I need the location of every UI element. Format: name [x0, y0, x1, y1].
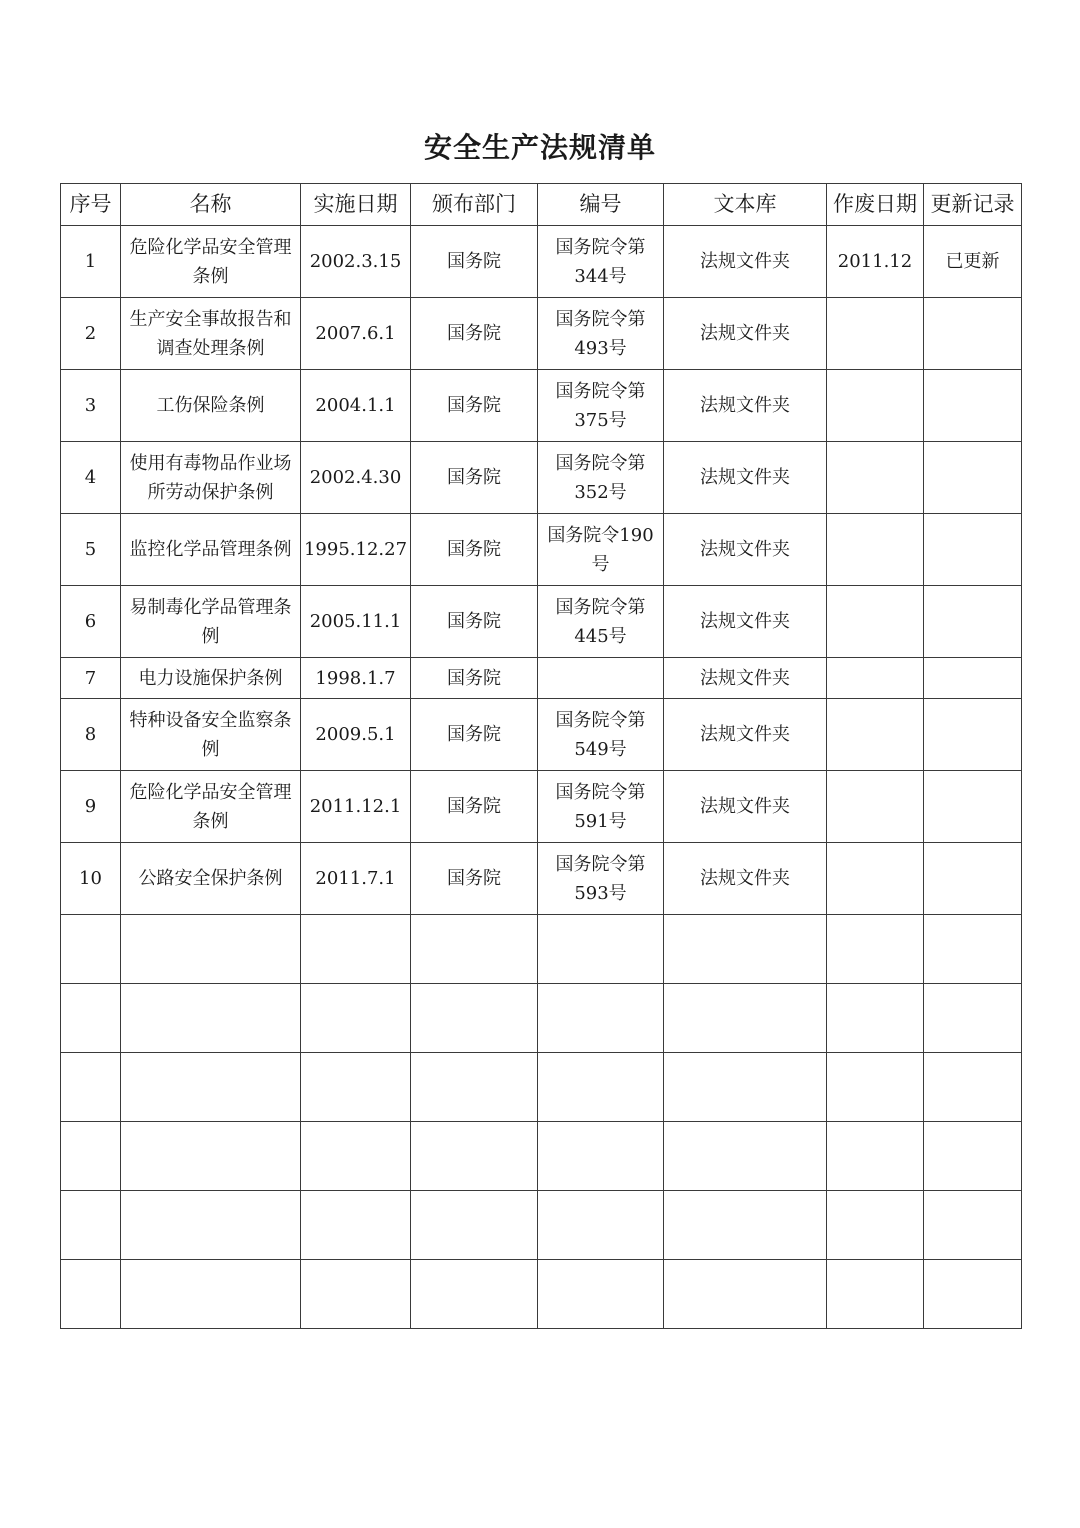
regulations-table	[60, 183, 1022, 1329]
empty-cell	[924, 1053, 1022, 1122]
empty-cell	[924, 1191, 1022, 1260]
empty-cell	[538, 984, 664, 1053]
empty-cell	[121, 1053, 301, 1122]
cell-library: 法规文件夹	[664, 514, 827, 586]
cell-update	[924, 298, 1022, 370]
cell-name: 监控化学品管理条例	[121, 514, 301, 586]
empty-cell	[121, 1191, 301, 1260]
empty-cell	[301, 1260, 411, 1329]
empty-cell	[411, 1260, 538, 1329]
cell-void-date	[827, 298, 924, 370]
cell-dept: 国务院	[411, 843, 538, 915]
cell-code	[538, 658, 664, 699]
empty-cell	[664, 1191, 827, 1260]
cell-library: 法规文件夹	[664, 771, 827, 843]
cell-update	[924, 699, 1022, 771]
cell-date: 2002.3.15	[301, 226, 411, 298]
empty-cell	[664, 984, 827, 1053]
header-code: 编号	[538, 184, 664, 226]
cell-void-date	[827, 771, 924, 843]
cell-update	[924, 658, 1022, 699]
cell-seq: 8	[61, 699, 121, 771]
empty-cell	[538, 1053, 664, 1122]
empty-cell	[924, 915, 1022, 984]
cell-date: 2011.7.1	[301, 843, 411, 915]
empty-cell	[538, 1122, 664, 1191]
cell-name: 工伤保险条例	[121, 370, 301, 442]
cell-seq: 10	[61, 843, 121, 915]
empty-row	[61, 984, 1022, 1053]
empty-row	[61, 1053, 1022, 1122]
cell-update	[924, 843, 1022, 915]
empty-cell	[538, 1191, 664, 1260]
empty-cell	[301, 1053, 411, 1122]
cell-code: 国务院令第352号	[538, 442, 664, 514]
cell-void-date	[827, 514, 924, 586]
empty-row	[61, 1260, 1022, 1329]
cell-library: 法规文件夹	[664, 442, 827, 514]
empty-cell	[301, 984, 411, 1053]
empty-cell	[664, 1122, 827, 1191]
empty-cell	[61, 1122, 121, 1191]
cell-dept: 国务院	[411, 658, 538, 699]
table-row	[61, 298, 1022, 370]
table-row	[61, 514, 1022, 586]
cell-seq: 7	[61, 658, 121, 699]
cell-library: 法规文件夹	[664, 298, 827, 370]
empty-cell	[827, 915, 924, 984]
empty-cell	[61, 1260, 121, 1329]
cell-library: 法规文件夹	[664, 843, 827, 915]
cell-code: 国务院令第591号	[538, 771, 664, 843]
cell-update	[924, 442, 1022, 514]
cell-seq: 3	[61, 370, 121, 442]
empty-cell	[301, 915, 411, 984]
cell-void-date: 2011.12	[827, 226, 924, 298]
cell-code: 国务院令190号	[538, 514, 664, 586]
table-row	[61, 658, 1022, 699]
cell-library: 法规文件夹	[664, 226, 827, 298]
empty-cell	[411, 1122, 538, 1191]
cell-update	[924, 370, 1022, 442]
cell-code: 国务院令第445号	[538, 586, 664, 658]
header-row	[61, 184, 1022, 226]
cell-void-date	[827, 442, 924, 514]
cell-code: 国务院令第493号	[538, 298, 664, 370]
cell-seq: 2	[61, 298, 121, 370]
cell-date: 2005.11.1	[301, 586, 411, 658]
table-row	[61, 699, 1022, 771]
header-library: 文本库	[664, 184, 827, 226]
cell-name: 危险化学品安全管理条例	[121, 771, 301, 843]
cell-library: 法规文件夹	[664, 699, 827, 771]
cell-update: 已更新	[924, 226, 1022, 298]
cell-dept: 国务院	[411, 586, 538, 658]
empty-cell	[827, 1122, 924, 1191]
header-seq: 序号	[61, 184, 121, 226]
empty-cell	[664, 1260, 827, 1329]
cell-update	[924, 771, 1022, 843]
cell-library: 法规文件夹	[664, 658, 827, 699]
empty-cell	[61, 915, 121, 984]
table-row	[61, 370, 1022, 442]
cell-dept: 国务院	[411, 442, 538, 514]
empty-cell	[827, 1260, 924, 1329]
empty-cell	[924, 1122, 1022, 1191]
cell-date: 2004.1.1	[301, 370, 411, 442]
empty-cell	[827, 984, 924, 1053]
empty-cell	[411, 915, 538, 984]
cell-library: 法规文件夹	[664, 370, 827, 442]
cell-code: 国务院令第375号	[538, 370, 664, 442]
cell-code: 国务院令第549号	[538, 699, 664, 771]
cell-date: 2011.12.1	[301, 771, 411, 843]
header-void-date: 作废日期	[827, 184, 924, 226]
empty-cell	[121, 1122, 301, 1191]
cell-date: 1998.1.7	[301, 658, 411, 699]
cell-date: 2009.5.1	[301, 699, 411, 771]
empty-cell	[121, 1260, 301, 1329]
cell-void-date	[827, 843, 924, 915]
cell-date: 1995.12.27	[301, 514, 411, 586]
cell-seq: 5	[61, 514, 121, 586]
cell-library: 法规文件夹	[664, 586, 827, 658]
cell-name: 危险化学品安全管理条例	[121, 226, 301, 298]
page-title: 安全生产法规清单	[423, 131, 656, 164]
empty-cell	[411, 984, 538, 1053]
empty-cell	[61, 1053, 121, 1122]
empty-cell	[924, 984, 1022, 1053]
cell-seq: 4	[61, 442, 121, 514]
cell-name: 使用有毒物品作业场所劳动保护条例	[121, 442, 301, 514]
empty-cell	[301, 1191, 411, 1260]
cell-name: 公路安全保护条例	[121, 843, 301, 915]
empty-cell	[827, 1191, 924, 1260]
table-row	[61, 586, 1022, 658]
empty-row	[61, 1122, 1022, 1191]
empty-cell	[121, 915, 301, 984]
cell-update	[924, 586, 1022, 658]
cell-dept: 国务院	[411, 771, 538, 843]
empty-cell	[121, 984, 301, 1053]
empty-cell	[411, 1053, 538, 1122]
header-date: 实施日期	[301, 184, 411, 226]
empty-cell	[538, 915, 664, 984]
cell-code: 国务院令第344号	[538, 226, 664, 298]
empty-row	[61, 1191, 1022, 1260]
empty-cell	[664, 915, 827, 984]
header-name: 名称	[121, 184, 301, 226]
empty-cell	[924, 1260, 1022, 1329]
cell-name: 易制毒化学品管理条例	[121, 586, 301, 658]
cell-dept: 国务院	[411, 226, 538, 298]
cell-dept: 国务院	[411, 370, 538, 442]
empty-cell	[61, 984, 121, 1053]
cell-void-date	[827, 370, 924, 442]
cell-dept: 国务院	[411, 699, 538, 771]
cell-seq: 9	[61, 771, 121, 843]
empty-cell	[538, 1260, 664, 1329]
empty-cell	[664, 1053, 827, 1122]
cell-dept: 国务院	[411, 514, 538, 586]
table-row	[61, 843, 1022, 915]
cell-code: 国务院令第593号	[538, 843, 664, 915]
cell-update	[924, 514, 1022, 586]
cell-date: 2002.4.30	[301, 442, 411, 514]
table-row	[61, 442, 1022, 514]
cell-void-date	[827, 699, 924, 771]
empty-cell	[411, 1191, 538, 1260]
cell-name: 特种设备安全监察条例	[121, 699, 301, 771]
empty-cell	[301, 1122, 411, 1191]
empty-cell	[827, 1053, 924, 1122]
cell-dept: 国务院	[411, 298, 538, 370]
empty-cell	[61, 1191, 121, 1260]
cell-name: 生产安全事故报告和调查处理条例	[121, 298, 301, 370]
cell-void-date	[827, 658, 924, 699]
header-dept: 颁布部门	[411, 184, 538, 226]
table-row	[61, 226, 1022, 298]
table-row	[61, 771, 1022, 843]
cell-date: 2007.6.1	[301, 298, 411, 370]
header-update: 更新记录	[924, 184, 1022, 226]
cell-name: 电力设施保护条例	[121, 658, 301, 699]
cell-void-date	[827, 586, 924, 658]
cell-seq: 6	[61, 586, 121, 658]
empty-row	[61, 915, 1022, 984]
cell-seq: 1	[61, 226, 121, 298]
